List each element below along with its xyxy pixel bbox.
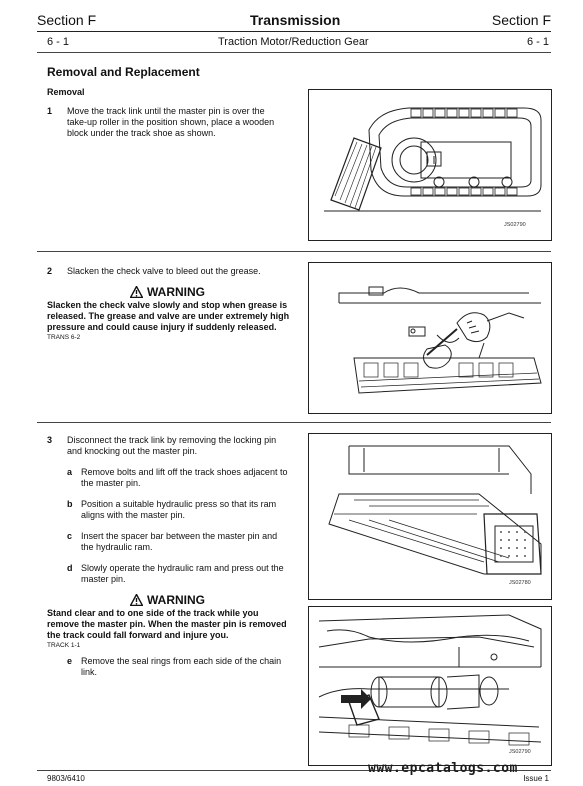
warning-2-ref: TRACK 1-1 [47,642,81,649]
section-label-left: Section F [37,12,97,28]
check-valve-illustration [309,263,551,413]
step-e-text: Remove the seal rings from each side of the chain link. [81,656,282,677]
warning-2-text: Stand clear and to one side of the track while you remove the master pin. When the master pin is removed the track could fall forward and injure you. [47,608,287,640]
figure-4-code: JS02790 [509,749,531,755]
track-block-illustration [309,90,551,240]
figure-3-code: JS02780 [509,580,531,586]
page-number-left: 6 - 1 [47,36,70,48]
section-subheading: Removal [47,87,85,97]
step-3d-letter: d [67,563,73,573]
step-3c-letter: c [67,531,73,541]
figure-1-code: JS02790 [504,222,526,228]
step-3-number: 3 [47,435,53,445]
warning-1-text: Slacken the check valve slowly and stop when grease is released. The grease and valve are under extremely high pressure and could cause injury if suddenly released. [47,300,290,332]
header-rule [37,31,551,32]
footer-issue: Issue 1 [523,774,549,783]
warning-1-ref: TRANS 6-2 [47,334,81,341]
section-label-right: Section F [491,12,551,28]
step-3-text: Disconnect the track link by removing the locking pin and knocking out the master pin. [67,435,277,456]
figure-track-block [308,89,552,241]
warning-1-title: WARNING [130,285,205,299]
step-3c-text: Insert the spacer bar between the master pin and the hydraulic ram. [81,531,278,552]
step-3a-letter: a [67,467,73,477]
page-subtitle: Traction Motor/Reduction Gear [218,36,369,48]
seal-rings-illustration [309,607,551,765]
page-number-right: 6 - 1 [526,36,549,48]
figure-seal-rings [308,606,552,766]
section-heading: Removal and Replacement [47,65,200,79]
warning-triangle-icon [130,286,143,298]
figure-track-link [308,433,552,600]
warning-2-title: WARNING [130,593,205,607]
footer-code: 9803/6410 [47,774,85,783]
step-e-letter: e [67,656,73,666]
page-title: Transmission [250,12,341,28]
step-1-number: 1 [47,106,53,116]
step-3d-text: Slowly operate the hydraulic ram and press out the master pin. [81,563,284,584]
warning-triangle-icon [130,594,143,606]
step-3a-text: Remove bolts and lift off the track shoes adjacent to the master pin. [81,467,288,488]
track-link-illustration [309,434,551,599]
divider-1 [37,251,551,252]
subheader-rule [37,52,551,53]
step-3b-letter: b [67,499,73,509]
figure-check-valve [308,262,552,414]
step-2-number: 2 [47,266,53,276]
step-1-text: Move the track link until the master pin is over the take-up roller in the position shown, place a wooden block under the track shoe as shown. [67,106,275,138]
watermark-link[interactable]: www.epcatalogs.com [368,761,518,776]
divider-2 [37,422,551,423]
step-3b-text: Position a suitable hydraulic press so that its ram aligns with the master pin. [81,499,277,520]
step-2-text: Slacken the check valve to bleed out the grease. [67,266,261,276]
